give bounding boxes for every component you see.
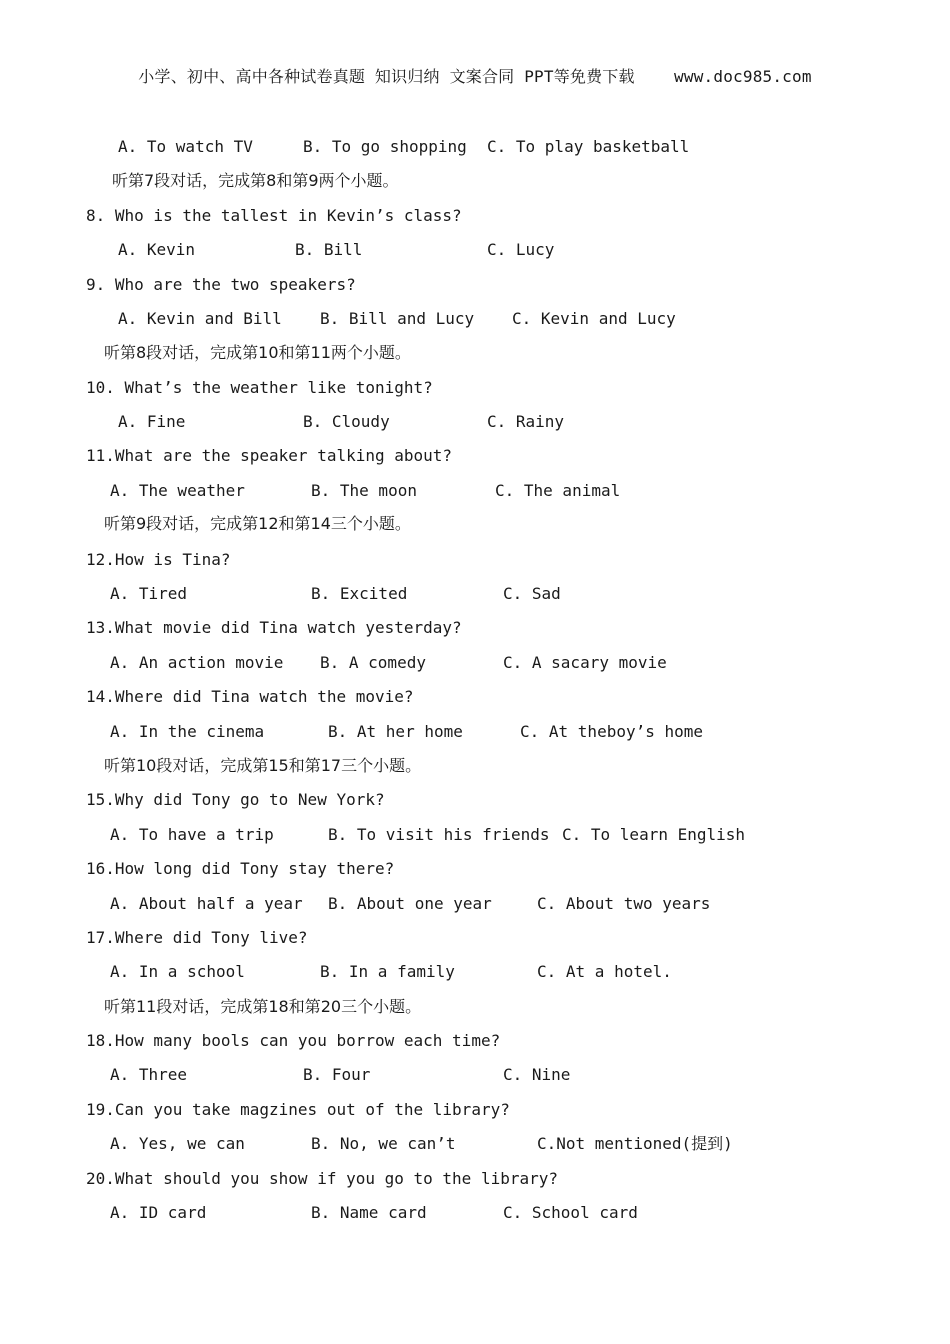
answer-option: A. An action movie [110, 653, 284, 672]
answer-option: C. Kevin and Lucy [512, 309, 676, 328]
answer-option: A. To have a trip [110, 825, 274, 844]
answer-option: C. Rainy [487, 412, 565, 431]
answer-option: C. A sacary movie [503, 653, 667, 672]
answer-option: C. School card [503, 1203, 638, 1222]
question-text: 17.Where did Tony live? [86, 928, 308, 947]
answer-option: A. Kevin and Bill [118, 309, 282, 328]
answer-option: C. The animal [495, 481, 621, 500]
answer-option: C. Lucy [487, 240, 555, 259]
section-instruction: 听第10段对话，完成第15和第17三个小题。 [104, 756, 422, 775]
answer-option: B. Bill and Lucy [320, 309, 475, 328]
question-text: 16.How long did Tony stay there? [86, 859, 395, 878]
question-text: 14.Where did Tina watch the movie? [86, 687, 414, 706]
answer-option: B. To visit his friends [328, 825, 550, 844]
answer-option: C. To learn English [562, 825, 746, 844]
answer-option: A. Tired [110, 584, 188, 603]
question-text: 13.What movie did Tina watch yesterday? [86, 618, 462, 637]
answer-option: C. Sad [503, 584, 561, 603]
answer-option: A. ID card [110, 1203, 207, 1222]
answer-option: B. At her home [328, 722, 463, 741]
answer-option: A. The weather [110, 481, 245, 500]
question-text: 15.Why did Tony go to New York? [86, 790, 385, 809]
answer-option: C.Not mentioned(提到) [537, 1134, 733, 1153]
page-header: 小学、初中、高中各种试卷真题 知识归纳 文案合同 PPT等免费下载 www.doc985.com [138, 67, 812, 86]
question-text: 18.How many bools can you borrow each time? [86, 1031, 501, 1050]
answer-option: C. At theboy’s home [520, 722, 704, 741]
answer-option: B. The moon [311, 481, 417, 500]
answer-option: A. Yes, we can [110, 1134, 245, 1153]
answer-option: A. In a school [110, 962, 245, 981]
section-instruction: 听第8段对话，完成第10和第11两个小题。 [104, 343, 411, 362]
answer-option: A. To watch TV [118, 137, 253, 156]
answer-option: C. About two years [537, 894, 711, 913]
answer-option: A. Kevin [118, 240, 196, 259]
question-text: 20.What should you show if you go to the library? [86, 1169, 559, 1188]
answer-option: A. About half a year [110, 894, 303, 913]
answer-option: C. At a hotel. [537, 962, 672, 981]
section-instruction: 听第9段对话，完成第12和第14三个小题。 [104, 514, 411, 533]
question-text: 11.What are the speaker talking about? [86, 446, 453, 465]
question-text: 8. Who is the tallest in Kevin’s class? [86, 206, 462, 225]
answer-option: B. Excited [311, 584, 408, 603]
answer-option: A. Three [110, 1065, 188, 1084]
answer-option: C. Nine [503, 1065, 571, 1084]
answer-option: B. Cloudy [303, 412, 390, 431]
answer-option: B. Bill [295, 240, 363, 259]
answer-option: B. About one year [328, 894, 492, 913]
question-text: 12.How is Tina? [86, 550, 231, 569]
answer-option: B. To go shopping [303, 137, 467, 156]
answer-option: B. Name card [311, 1203, 427, 1222]
answer-option: B. No, we can’t [311, 1134, 456, 1153]
section-instruction: 听第11段对话，完成第18和第20三个小题。 [104, 997, 422, 1016]
answer-option: A. Fine [118, 412, 186, 431]
answer-option: B. A comedy [320, 653, 426, 672]
answer-option: A. In the cinema [110, 722, 265, 741]
question-text: 9. Who are the two speakers? [86, 275, 356, 294]
question-text: 19.Can you take magzines out of the library? [86, 1100, 510, 1119]
question-text: 10. What’s the weather like tonight? [86, 378, 433, 397]
answer-option: C. To play basketball [487, 137, 690, 156]
section-instruction: 听第7段对话，完成第8和第9两个小题。 [112, 171, 399, 190]
answer-option: B. In a family [320, 962, 455, 981]
answer-option: B. Four [303, 1065, 371, 1084]
